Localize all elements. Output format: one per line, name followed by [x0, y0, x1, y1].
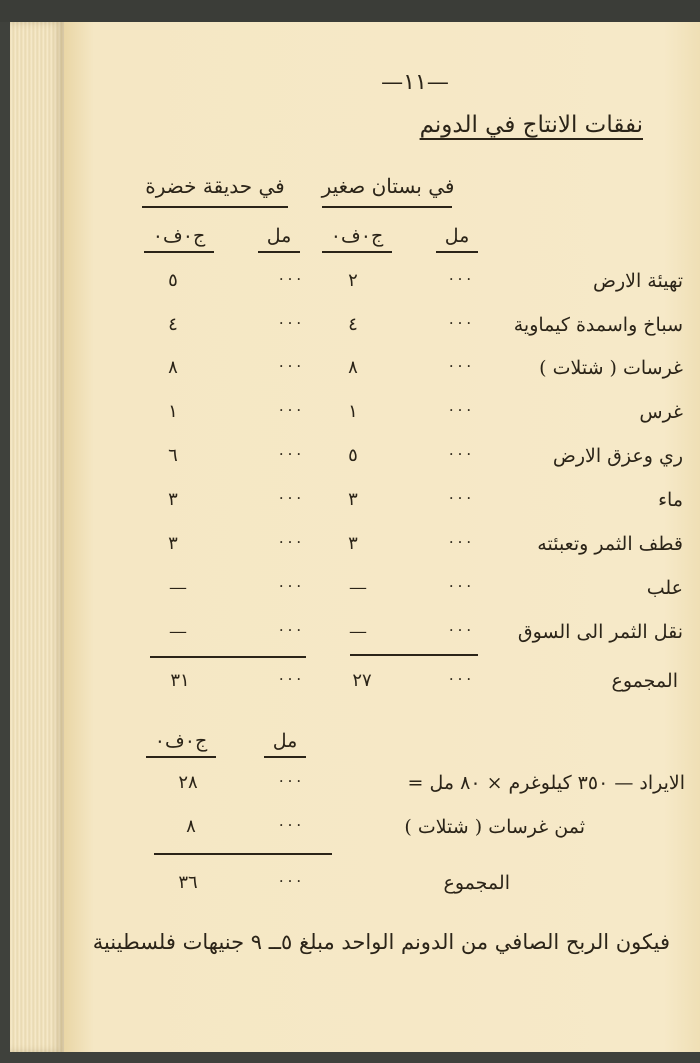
page-number: —١١—	[381, 70, 449, 95]
orchard-mil: ···	[448, 314, 476, 332]
orchard-mil: ···	[448, 577, 476, 595]
garden-pound: ٦	[168, 445, 178, 466]
garden-pound: ٣	[168, 489, 178, 510]
group-header-green-garden: في حديقة خضرة	[145, 174, 285, 198]
row-label: سباخ واسمدة كيماوية	[513, 314, 683, 336]
revenue-mil: ···	[278, 816, 306, 834]
garden-pound: ١	[168, 401, 178, 422]
table-row	[0, 270, 700, 310]
orchard-pound: ٣	[348, 489, 358, 510]
table-row	[0, 533, 700, 573]
total-rule-orchard	[350, 654, 478, 656]
revenue-total-rule	[154, 853, 332, 855]
row-label: ماء	[658, 489, 683, 511]
garden-mil: ···	[278, 314, 306, 332]
revenue-total-label: المجموع	[443, 872, 510, 894]
row-label: قطف الثمر وتعبئته	[537, 533, 683, 555]
revenue-pound: ٢٨	[178, 772, 198, 793]
garden-mil: ···	[278, 357, 306, 375]
garden-mil: ···	[278, 270, 306, 288]
row-label: نقل الثمر الى السوق	[517, 621, 683, 643]
revenue-total-mil: ···	[278, 872, 306, 890]
revenue-total-pound: ٣٦	[178, 872, 198, 893]
conclusion-text: فيكون الربح الصافي من الدونم الواحد مبلغ ٥ــ ٩ جنيهات فلسطينية	[92, 930, 670, 954]
garden-mil: ···	[278, 670, 306, 688]
orchard-pound: ٨	[348, 357, 358, 378]
table-row	[0, 357, 700, 397]
group-underline-green-garden	[142, 206, 288, 208]
revenue-pound: ٨	[186, 816, 196, 837]
total-rule-garden	[150, 656, 306, 658]
garden-mil: ···	[278, 621, 306, 639]
col-header-garden-pound: ج٠ف٠	[144, 225, 214, 253]
col-header-garden-mil: مل	[258, 225, 300, 253]
table-row	[0, 314, 700, 354]
col-header-orchard-mil: مل	[436, 225, 478, 253]
garden-pound: —	[169, 621, 187, 642]
orchard-pound: ٣	[348, 533, 358, 554]
garden-mil: ···	[278, 533, 306, 551]
revenue-line	[0, 816, 700, 856]
top-margin-strip	[0, 0, 700, 22]
table-row	[0, 489, 700, 529]
garden-mil: ···	[278, 401, 306, 419]
garden-pound: ٤	[168, 314, 178, 335]
garden-mil: ···	[278, 577, 306, 595]
garden-pound: ٣١	[170, 670, 190, 691]
revenue-col-header-mil: مل	[264, 730, 306, 758]
revenue-label: الايراد — ٣٥٠ كيلوغرم × ٨٠ مل =	[407, 772, 685, 794]
row-label: علب	[646, 577, 683, 599]
orchard-pound: —	[349, 577, 367, 598]
orchard-mil: ···	[448, 489, 476, 507]
table-row	[0, 577, 700, 617]
revenue-total-row	[0, 872, 700, 912]
row-label: تهيئة الارض	[593, 270, 683, 292]
row-label: غرس	[639, 401, 683, 423]
orchard-pound: ٤	[348, 314, 358, 335]
orchard-mil: ···	[448, 270, 476, 288]
table-row	[0, 445, 700, 485]
orchard-pound: ٥	[348, 445, 358, 466]
garden-pound: ٣	[168, 533, 178, 554]
garden-pound: —	[169, 577, 187, 598]
table-row	[0, 401, 700, 441]
revenue-label: ثمن غرسات ( شتلات )	[404, 816, 585, 838]
revenue-mil: ···	[278, 772, 306, 790]
row-label: غرسات ( شتلات )	[539, 357, 683, 379]
orchard-pound: ٢	[348, 270, 358, 291]
orchard-pound: —	[349, 621, 367, 642]
group-underline-small-orchard	[322, 206, 452, 208]
garden-mil: ···	[278, 489, 306, 507]
garden-pound: ٥	[168, 270, 178, 291]
revenue-line	[0, 772, 700, 812]
row-label: ري وعزق الارض	[552, 445, 683, 467]
total-label: المجموع	[611, 670, 678, 692]
orchard-mil: ···	[448, 445, 476, 463]
garden-pound: ٨	[168, 357, 178, 378]
orchard-mil: ···	[448, 533, 476, 551]
orchard-mil: ···	[448, 621, 476, 639]
orchard-mil: ···	[448, 401, 476, 419]
garden-mil: ···	[278, 445, 306, 463]
orchard-pound: ١	[348, 401, 358, 422]
orchard-mil: ···	[448, 670, 476, 688]
page-title: نفقات الانتاج في الدونم	[419, 112, 643, 138]
total-row	[0, 670, 700, 710]
col-header-orchard-pound: ج٠ف٠	[322, 225, 392, 253]
orchard-pound: ٢٧	[352, 670, 372, 691]
group-header-small-orchard: في بستان صغير	[321, 174, 455, 198]
revenue-col-header-pound: ج٠ف٠	[146, 730, 216, 758]
orchard-mil: ···	[448, 357, 476, 375]
